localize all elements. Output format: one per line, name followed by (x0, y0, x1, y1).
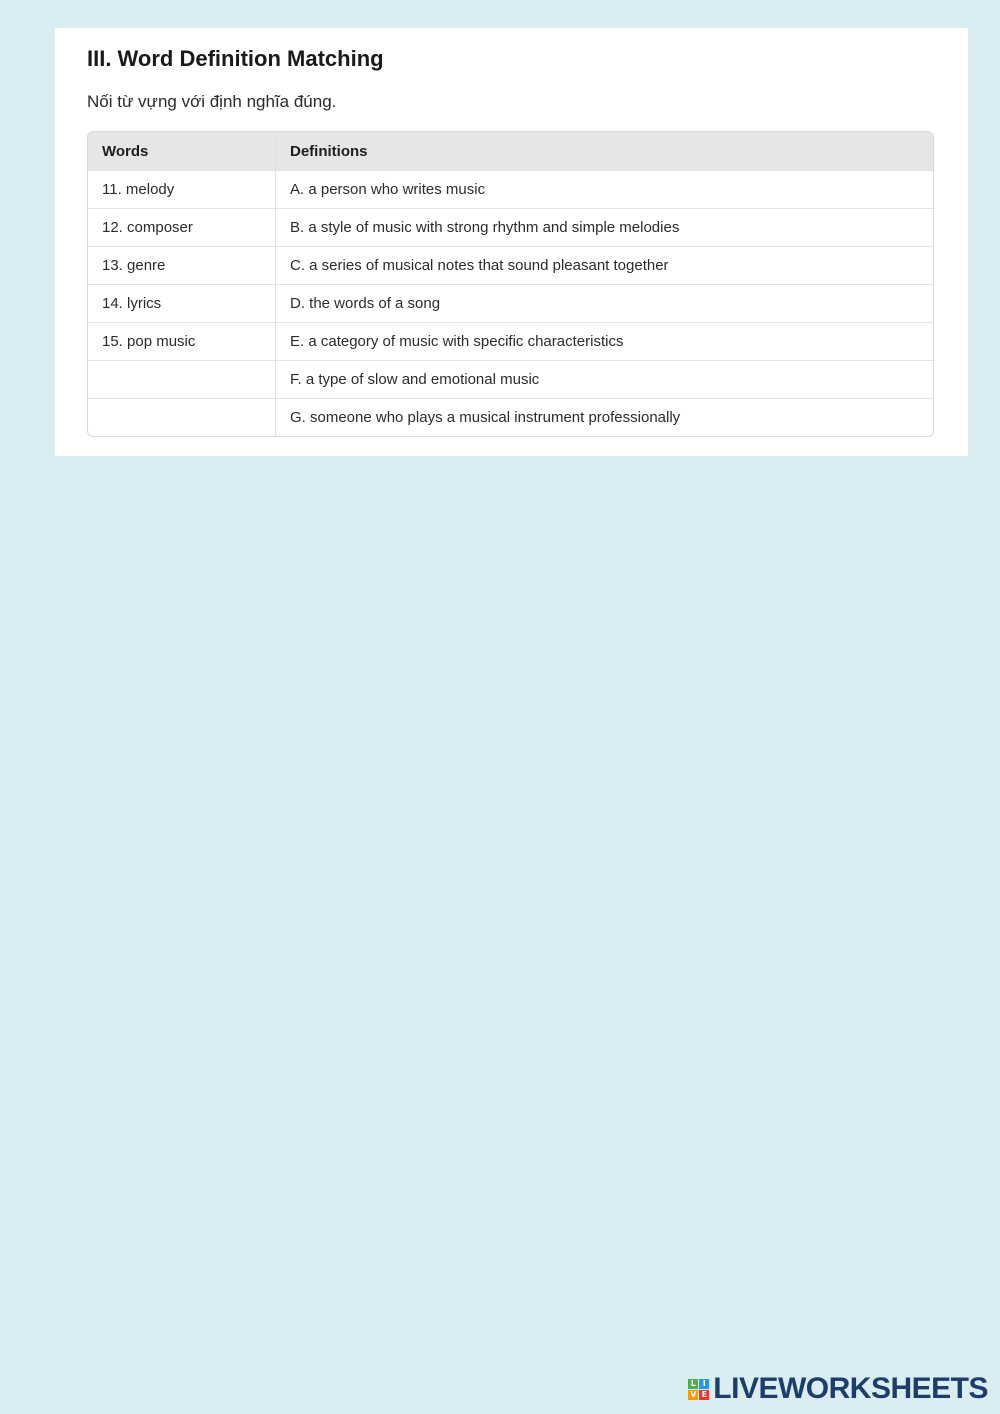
table-row (88, 209, 933, 247)
logo-mark-letter: I (699, 1379, 709, 1389)
liveworksheets-logo[interactable] (688, 1372, 988, 1406)
logo-mark-letter: V (690, 1389, 697, 1399)
word-cell: 12. composer (88, 209, 276, 247)
table-row (88, 247, 933, 285)
worksheet-card (55, 28, 968, 456)
definition-cell: B. a style of music with strong rhythm and simple melodies (276, 209, 934, 247)
table-row (88, 171, 933, 209)
word-cell: 11. melody (88, 171, 276, 209)
definition-cell: C. a series of musical notes that sound pleasant together (276, 247, 934, 285)
definition-cell: D. the words of a song (276, 285, 934, 323)
definition-cell: G. someone who plays a musical instrument professionally (290, 409, 681, 426)
table-row (88, 399, 933, 437)
table-row (88, 285, 933, 323)
matching-table (88, 132, 933, 436)
column-header-words: Words (88, 132, 276, 171)
definition-cell: E. a category of music with specific characteristics (276, 323, 934, 361)
word-cell (88, 361, 276, 399)
definition-cell: F. a type of slow and emotional music (276, 361, 934, 399)
table-row (88, 361, 933, 399)
word-cell (88, 399, 276, 437)
definition-cell: A. a person who writes music (276, 171, 934, 209)
word-cell: 14. lyrics (88, 285, 276, 323)
liveworksheets-logo-icon (688, 1379, 709, 1400)
table-row (88, 323, 933, 361)
word-cell: 13. genre (88, 247, 276, 285)
word-cell: 15. pop music (88, 323, 276, 361)
matching-table-container (87, 131, 934, 437)
logo-text: LIVEWORKSHEETS (713, 1372, 988, 1405)
column-header-definitions: Definitions (276, 132, 934, 171)
table-header-row (88, 132, 933, 171)
logo-mark-letter: E (699, 1390, 709, 1400)
section-title: III. Word Definition Matching (87, 46, 384, 71)
logo-mark-letter: L (688, 1379, 698, 1389)
instructions-text: Nối từ vựng với định nghĩa đúng. (87, 92, 337, 111)
